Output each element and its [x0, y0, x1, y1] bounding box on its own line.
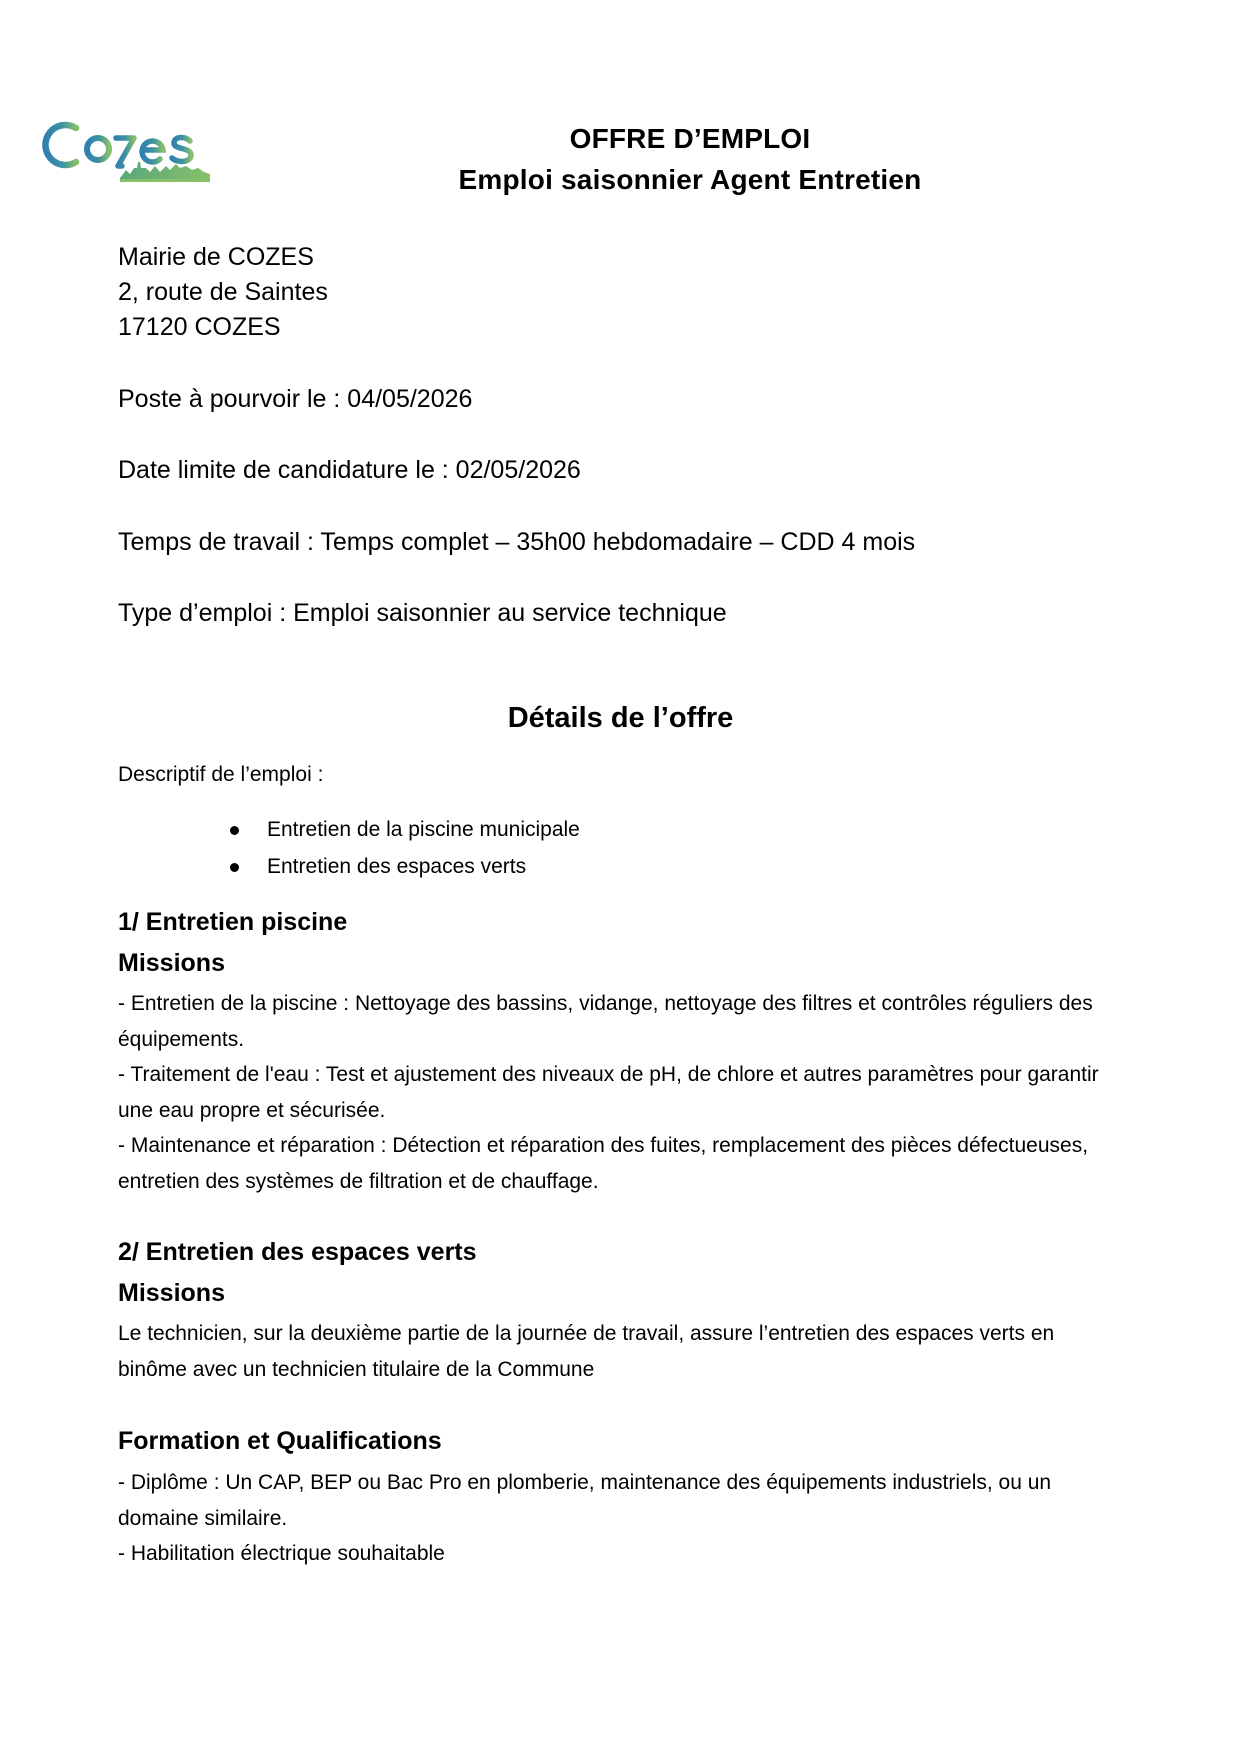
address-line-3: 17120 COZES: [118, 313, 281, 341]
bullet-dot: [230, 826, 239, 835]
job-type: Type d’emploi : Emploi saisonnier au service technique: [118, 599, 727, 627]
work-time: Temps de travail : Temps complet – 35h00 hebdomadaire – CDD 4 mois: [118, 528, 916, 556]
poste-date: Poste à pourvoir le : 04/05/2026: [118, 385, 473, 413]
formation-item-2: - Habilitation électrique souhaitable: [118, 1542, 445, 1565]
cozes-logo: [42, 116, 212, 196]
section1-item-1: - Entretien de la piscine : Nettoyage des bassins, vidange, nettoyage des filtres et contrôles réguliers des équipements.: [118, 992, 1093, 1051]
section1-item-3: - Maintenance et réparation : Détection et réparation des fuites, remplacement des pièces défectueuses, entretien des systèmes de filtration et de chauffage.: [118, 1134, 1089, 1193]
cozes-logo-graphic: [42, 116, 212, 196]
section1-item-2: - Traitement de l'eau : Test et ajustement des niveaux de pH, de chlore et autres paramètres pour garantir une eau propre et sécurisée.: [118, 1063, 1099, 1122]
address-line-1: Mairie de COZES: [118, 243, 314, 271]
formation-item-1: - Diplôme : Un CAP, BEP ou Bac Pro en plomberie, maintenance des équipements industriels, ou un domaine similaire.: [118, 1471, 1052, 1530]
formation-title: Formation et Qualifications: [118, 1427, 442, 1455]
section2-title: 2/ Entretien des espaces verts: [118, 1238, 477, 1266]
section2-text: Le technicien, sur la deuxième partie de la journée de travail, assure l’entretien des espaces verts en binôme avec un technicien titulaire de la Commune: [118, 1322, 1055, 1381]
details-title: Détails de l’offre: [507, 702, 734, 734]
section1-missions-label: Missions: [118, 949, 225, 977]
page-subtitle: Emploi saisonnier Agent Entretien: [458, 164, 922, 195]
bullet-item-2: Entretien des espaces verts: [267, 855, 527, 878]
section2-missions-label: Missions: [118, 1279, 225, 1307]
bullet-item-1: Entretien de la piscine municipale: [267, 818, 580, 841]
bullet-dot: [230, 863, 239, 872]
section1-title: 1/ Entretien piscine: [118, 908, 348, 936]
deadline-date: Date limite de candidature le : 02/05/2026: [118, 456, 581, 484]
address-line-2: 2, route de Saintes: [118, 278, 328, 306]
descriptif-label: Descriptif de l’emploi :: [118, 763, 324, 786]
page-title: OFFRE D’EMPLOI: [569, 123, 811, 154]
